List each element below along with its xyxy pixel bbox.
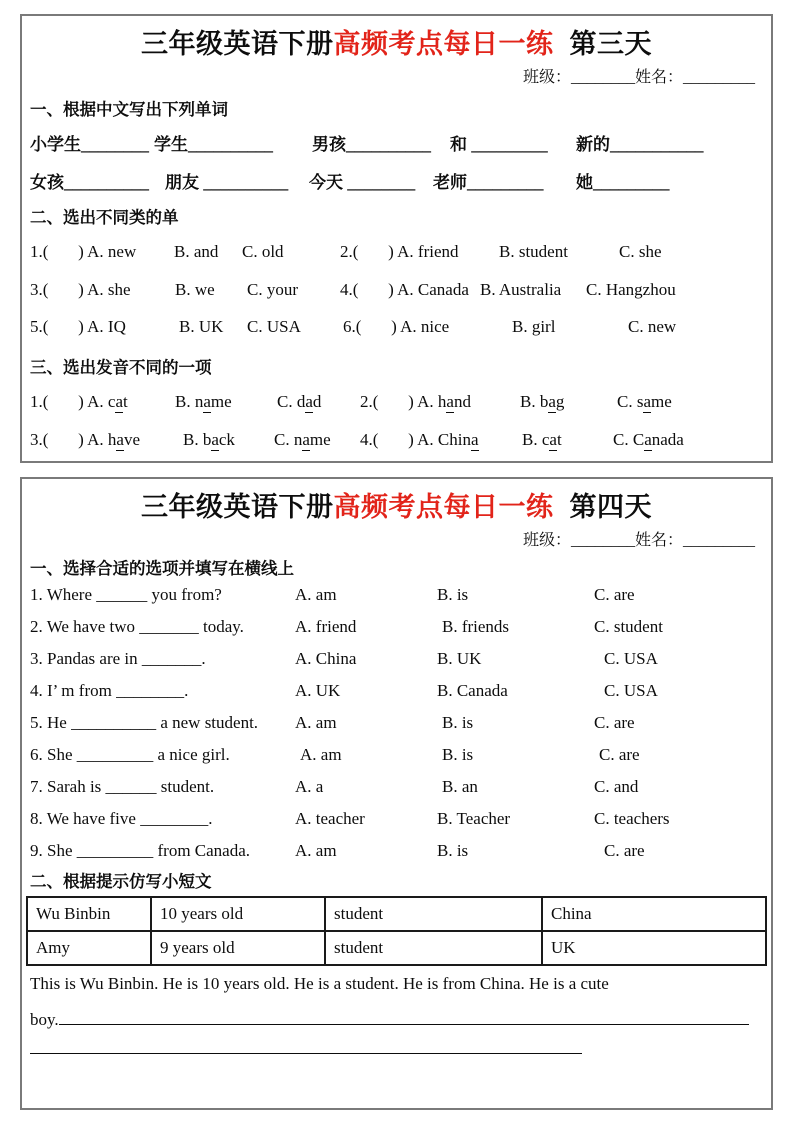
underlined-letter: a (305, 392, 313, 411)
model-paragraph-line1: This is Wu Binbin. He is 10 years old. He is a student. He is from China. He is a cute (30, 974, 609, 993)
question-row (22, 745, 771, 769)
phonics-cell (617, 392, 672, 412)
option-c: C. are (599, 745, 640, 764)
word-pre: C. n (274, 430, 303, 449)
profile-table (26, 896, 767, 966)
cell-country: China (542, 897, 766, 931)
choice-cell: B. we (175, 280, 215, 299)
underlined-letter: a (203, 392, 211, 411)
word-post: nd (453, 392, 471, 411)
question-row (22, 809, 771, 833)
underlined-letter: a (446, 392, 454, 411)
day3-section2-heading: 二、选出不同类的单 (30, 208, 179, 227)
choice-cell: B. and (174, 242, 219, 261)
choice-cell: B. Australia (480, 280, 562, 299)
title-day-label: 第三天 (569, 29, 652, 59)
phonics-row (22, 430, 771, 454)
option-b: B. is (437, 585, 469, 604)
option-a: A. teacher (295, 809, 365, 828)
choice-row (22, 242, 771, 266)
question-text: 4. I’ m from ________. (30, 681, 189, 700)
word-pre: B. n (175, 392, 204, 411)
word-blank: 今天 ________ (309, 173, 416, 192)
underlined-letter: a (302, 430, 310, 449)
day4-title (22, 485, 771, 524)
choice-cell: C. your (247, 280, 298, 299)
name-blank: _________ (683, 532, 755, 549)
option-a: A. friend (295, 617, 357, 636)
option-b: B. UK (437, 649, 482, 668)
option-a: A. China (295, 649, 357, 668)
choice-cell: C. old (242, 242, 284, 261)
class-label: 班级： (522, 69, 571, 86)
phonics-cell (30, 392, 128, 412)
day4-class-name-line (523, 527, 755, 550)
choice-cell: 4.( ) A. Canada (340, 280, 469, 299)
question-row (22, 713, 771, 737)
word-pre: B. b (183, 430, 212, 449)
option-a: A. am (295, 841, 337, 860)
phonics-cell (360, 430, 479, 450)
question-text: 2. We have two _______ today. (30, 617, 244, 636)
day3-section1-heading: 一、根据中文写出下列单词 (30, 100, 228, 119)
option-c: C. teachers (594, 809, 670, 828)
cell-name: Wu Binbin (27, 897, 151, 931)
word-blank: 老师_________ (433, 173, 544, 192)
question-row (22, 649, 771, 673)
word-post: ck (218, 430, 235, 449)
word-pre: 1.( ) A. c (30, 392, 116, 411)
option-a: A. am (295, 713, 337, 732)
paragraph-prefix: boy. (30, 1010, 59, 1029)
question-text: 7. Sarah is ______ student. (30, 777, 215, 796)
word-blank: 小学生________ (30, 135, 149, 154)
question-text: 9. She _________ from Canada. (30, 841, 251, 860)
word-pre: C. d (277, 392, 306, 411)
name-label: 姓名： (634, 69, 683, 86)
phonics-cell (522, 430, 562, 450)
question-text: 8. We have five ________. (30, 809, 213, 828)
choice-cell: C. Hangzhou (586, 280, 676, 299)
name-label: 姓名： (634, 532, 683, 549)
question-row (22, 777, 771, 801)
option-c: C. are (594, 713, 635, 732)
underlined-letter: a (470, 430, 479, 449)
title-part-black: 三年级英语下册 (141, 29, 334, 59)
day3-worksheet-card (20, 14, 773, 463)
title-part-red: 高频考点每日一练 (333, 492, 554, 522)
question-row (22, 617, 771, 641)
choice-row (22, 280, 771, 304)
choice-cell: 5.( ) A. IQ (30, 317, 126, 336)
cell-role: student (325, 931, 542, 965)
class-blank: ________ (570, 69, 635, 86)
choice-cell: B. UK (179, 317, 224, 336)
title-day-label: 第四天 (569, 492, 652, 522)
name-blank: _________ (683, 69, 755, 86)
title-part-black: 三年级英语下册 (141, 492, 334, 522)
table-row (27, 931, 766, 965)
choice-cell: B. student (499, 242, 568, 261)
cell-age: 9 years old (151, 931, 325, 965)
day4-worksheet-card (20, 477, 773, 1110)
choice-cell: B. girl (512, 317, 556, 336)
underlined-letter: a (115, 392, 124, 411)
phonics-cell (360, 392, 471, 412)
option-c: C. student (594, 617, 663, 636)
option-b: B. is (437, 841, 469, 860)
option-c: C. USA (604, 681, 658, 700)
option-c: C. USA (604, 649, 658, 668)
option-b: B. Teacher (437, 809, 511, 828)
word-post: ve (123, 430, 141, 449)
word-pre: B. b (520, 392, 549, 411)
phonics-cell (183, 430, 235, 450)
word-row (22, 168, 771, 192)
question-text: 6. She _________ a nice girl. (30, 745, 230, 764)
day3-section3-heading: 三、选出发音不同的一项 (30, 358, 212, 377)
choice-cell: C. new (628, 317, 677, 336)
phonics-cell (277, 392, 321, 412)
phonics-cell (520, 392, 564, 412)
underlined-letter: a (549, 430, 557, 449)
underlined-letter: a (548, 392, 556, 411)
option-a: A. UK (295, 681, 341, 700)
underlined-letter: a (116, 430, 124, 449)
cell-age: 10 years old (151, 897, 325, 931)
word-pre: 2.( ) A. h (360, 392, 447, 411)
word-post: me (309, 430, 331, 449)
cell-name: Amy (27, 931, 151, 965)
word-blank: 和 _________ (450, 135, 548, 154)
model-paragraph-line2 (30, 1006, 749, 1030)
option-b: B. is (442, 745, 474, 764)
option-a: A. a (295, 777, 324, 796)
cell-role: student (325, 897, 542, 931)
question-text: 3. Pandas are in _______. (30, 649, 206, 668)
choice-cell: C. USA (247, 317, 301, 336)
word-post: d (312, 392, 322, 411)
word-post: t (556, 430, 562, 449)
option-c: C. are (594, 585, 635, 604)
underlined-letter: a (643, 392, 652, 411)
option-c: C. and (594, 777, 639, 796)
question-row (22, 681, 771, 705)
word-post: t (123, 392, 128, 411)
class-label: 班级： (522, 532, 571, 549)
title-part-red: 高频考点每日一练 (333, 29, 554, 59)
word-post: nada (651, 430, 684, 449)
choice-row (22, 317, 771, 341)
option-a: A. am (295, 585, 337, 604)
underlined-letter: a (644, 430, 652, 449)
choice-cell: 6.( ) A. nice (343, 317, 450, 336)
model-paragraph-line3 (30, 1035, 582, 1059)
choice-cell: 3.( ) A. she (30, 280, 131, 299)
choice-cell: C. she (619, 242, 662, 261)
word-blank: 朋友 __________ (165, 173, 289, 192)
word-post: me (651, 392, 672, 411)
word-blank: 男孩__________ (312, 135, 431, 154)
cell-country: UK (542, 931, 766, 965)
word-blank: 新的___________ (576, 135, 704, 154)
option-c: C. are (604, 841, 645, 860)
question-text: 1. Where ______ you from? (30, 585, 222, 604)
word-post: g (555, 392, 565, 411)
word-blank: 她_________ (576, 173, 670, 192)
word-pre: 3.( ) A. h (30, 430, 117, 449)
writing-line (59, 1006, 749, 1025)
word-blank: 学生__________ (154, 135, 273, 154)
question-text: 5. He __________ a new student. (30, 713, 259, 732)
phonics-cell (30, 430, 140, 450)
option-b: B. is (442, 713, 474, 732)
question-row (22, 585, 771, 609)
option-a: A. am (300, 745, 342, 764)
option-b: B. friends (442, 617, 510, 636)
question-row (22, 841, 771, 865)
word-pre: 4.( ) A. Chin (360, 430, 471, 449)
word-pre: C. s (617, 392, 644, 411)
word-pre: C. C (613, 430, 645, 449)
phonics-row (22, 392, 771, 416)
class-blank: ________ (570, 532, 635, 549)
word-post: me (210, 392, 232, 411)
word-pre: B. c (522, 430, 550, 449)
writing-line (30, 1035, 582, 1054)
option-b: B. an (442, 777, 478, 796)
option-b: B. Canada (437, 681, 508, 700)
word-blank: 女孩__________ (30, 173, 149, 192)
underlined-letter: a (211, 430, 219, 449)
day3-title (22, 22, 771, 61)
phonics-cell (613, 430, 684, 450)
phonics-cell (175, 392, 232, 412)
choice-cell: 1.( ) A. new (30, 242, 137, 261)
day4-section2-heading: 二、根据提示仿写小短文 (30, 872, 212, 891)
choice-cell: 2.( ) A. friend (340, 242, 459, 261)
day4-section1-heading: 一、选择合适的选项并填写在横线上 (30, 559, 294, 578)
phonics-cell (274, 430, 331, 450)
table-row (27, 897, 766, 931)
day3-class-name-line (523, 64, 755, 87)
word-row (22, 130, 771, 154)
